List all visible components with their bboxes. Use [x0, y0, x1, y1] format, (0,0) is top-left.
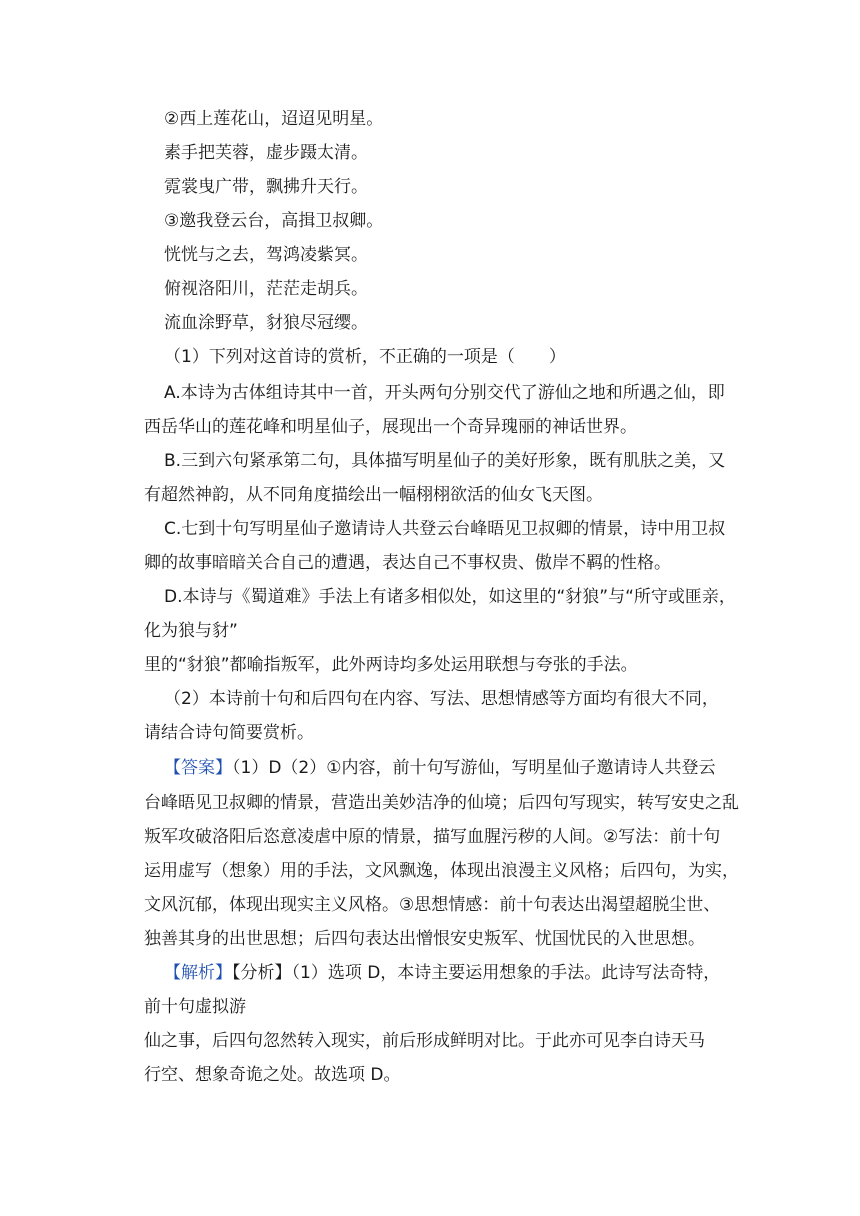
answer-marker: 【答案】: [164, 758, 232, 778]
answer-line: 文风沉郁，体现出现实主义风格。③思想情感：前十句表达出渴望超脱尘世、: [144, 895, 721, 915]
question-2-stem-cont: 请结合诗句简要赏析。: [144, 723, 314, 743]
analysis-line: 前十句虚拟游: [144, 997, 246, 1017]
option-c: C.七到十句写明星仙子邀请诗人共登云台峰晤见卫叔卿的情景，诗中用卫叔: [164, 519, 726, 539]
option-b-cont: 有超然神韵，从不同角度描绘出一幅栩栩欲活的仙女飞天图。: [144, 485, 603, 505]
option-a: A.本诗为古体组诗其中一首，开头两句分别交代了游仙之地和所遇之仙，即: [164, 383, 725, 403]
poem-line: 霓裳曳广带，飘拂升天行。: [164, 177, 368, 197]
poem-line: ③邀我登云台，高揖卫叔卿。: [164, 211, 384, 231]
poem-line: 素手把芙蓉，虚步蹑太清。: [164, 143, 368, 163]
answer-line: 独善其身的出世思想；后四句表达出憎恨安史叛军、忧国忧民的入世思想。: [144, 929, 705, 949]
question-1-stem: （1）下列对这首诗的赏析，不正确的一项是（ ）: [164, 347, 566, 367]
answer-line: 台峰晤见卫叔卿的情景，营造出美妙洁净的仙境；后四句写现实，转写安史之乱: [144, 793, 739, 813]
poem-line: 流血涂野草，豺狼尽冠缨。: [164, 313, 368, 333]
analysis-text: 【分析】（1）选项 D，本诗主要运用想象的手法。此诗写法奇特，: [232, 963, 721, 983]
analysis-line: [164, 962, 720, 984]
poem-line: 俯视洛阳川，茫茫走胡兵。: [164, 279, 368, 299]
answer-line: 运用虚写（想象）用的手法，文风飘逸，体现出浪漫主义风格；后四句，为实，: [144, 861, 739, 881]
analysis-marker: 【解析】: [164, 963, 232, 983]
option-b: B.三到六句紧承第二句，具体描写明星仙子的美好形象，既有肌肤之美，又: [164, 451, 726, 471]
option-d-cont: 化为狼与豺”: [144, 621, 238, 641]
answer-line: 叛军攻破洛阳后恣意凌虐中原的情景，描写血腥污秽的人间。②写法：前十句: [144, 827, 721, 847]
question-2-stem: （2）本诗前十句和后四句在内容、写法、思想情感等方面均有很大不同，: [164, 689, 719, 709]
option-d-cont: 里的“豺狼”都喻指叛军，此外两诗均多处运用联想与夸张的手法。: [144, 655, 638, 675]
option-d: D.本诗与《蜀道难》手法上有诸多相似处，如这里的“豺狼”与“所守或匪亲，: [164, 587, 736, 607]
poem-line: 恍恍与之去，驾鸿凌紫冥。: [164, 245, 368, 265]
option-c-cont: 卿的故事暗暗关合自己的遭遇，表达自己不事权贵、傲岸不羁的性格。: [144, 553, 671, 573]
analysis-line: 行空、想象奇诡之处。故选项 D。: [144, 1065, 401, 1085]
answer-line: [164, 757, 715, 779]
answer-text: （1）D（2）①内容，前十句写游仙，写明星仙子邀请诗人共登云: [232, 758, 716, 778]
option-a-cont: 西岳华山的莲花峰和明星仙子，展现出一个奇异瑰丽的神话世界。: [144, 417, 637, 437]
poem-line: ②西上莲花山，迢迢见明星。: [164, 109, 384, 129]
analysis-line: 仙之事，后四句忽然转入现实，前后形成鲜明对比。于此亦可见李白诗天马: [144, 1031, 705, 1051]
